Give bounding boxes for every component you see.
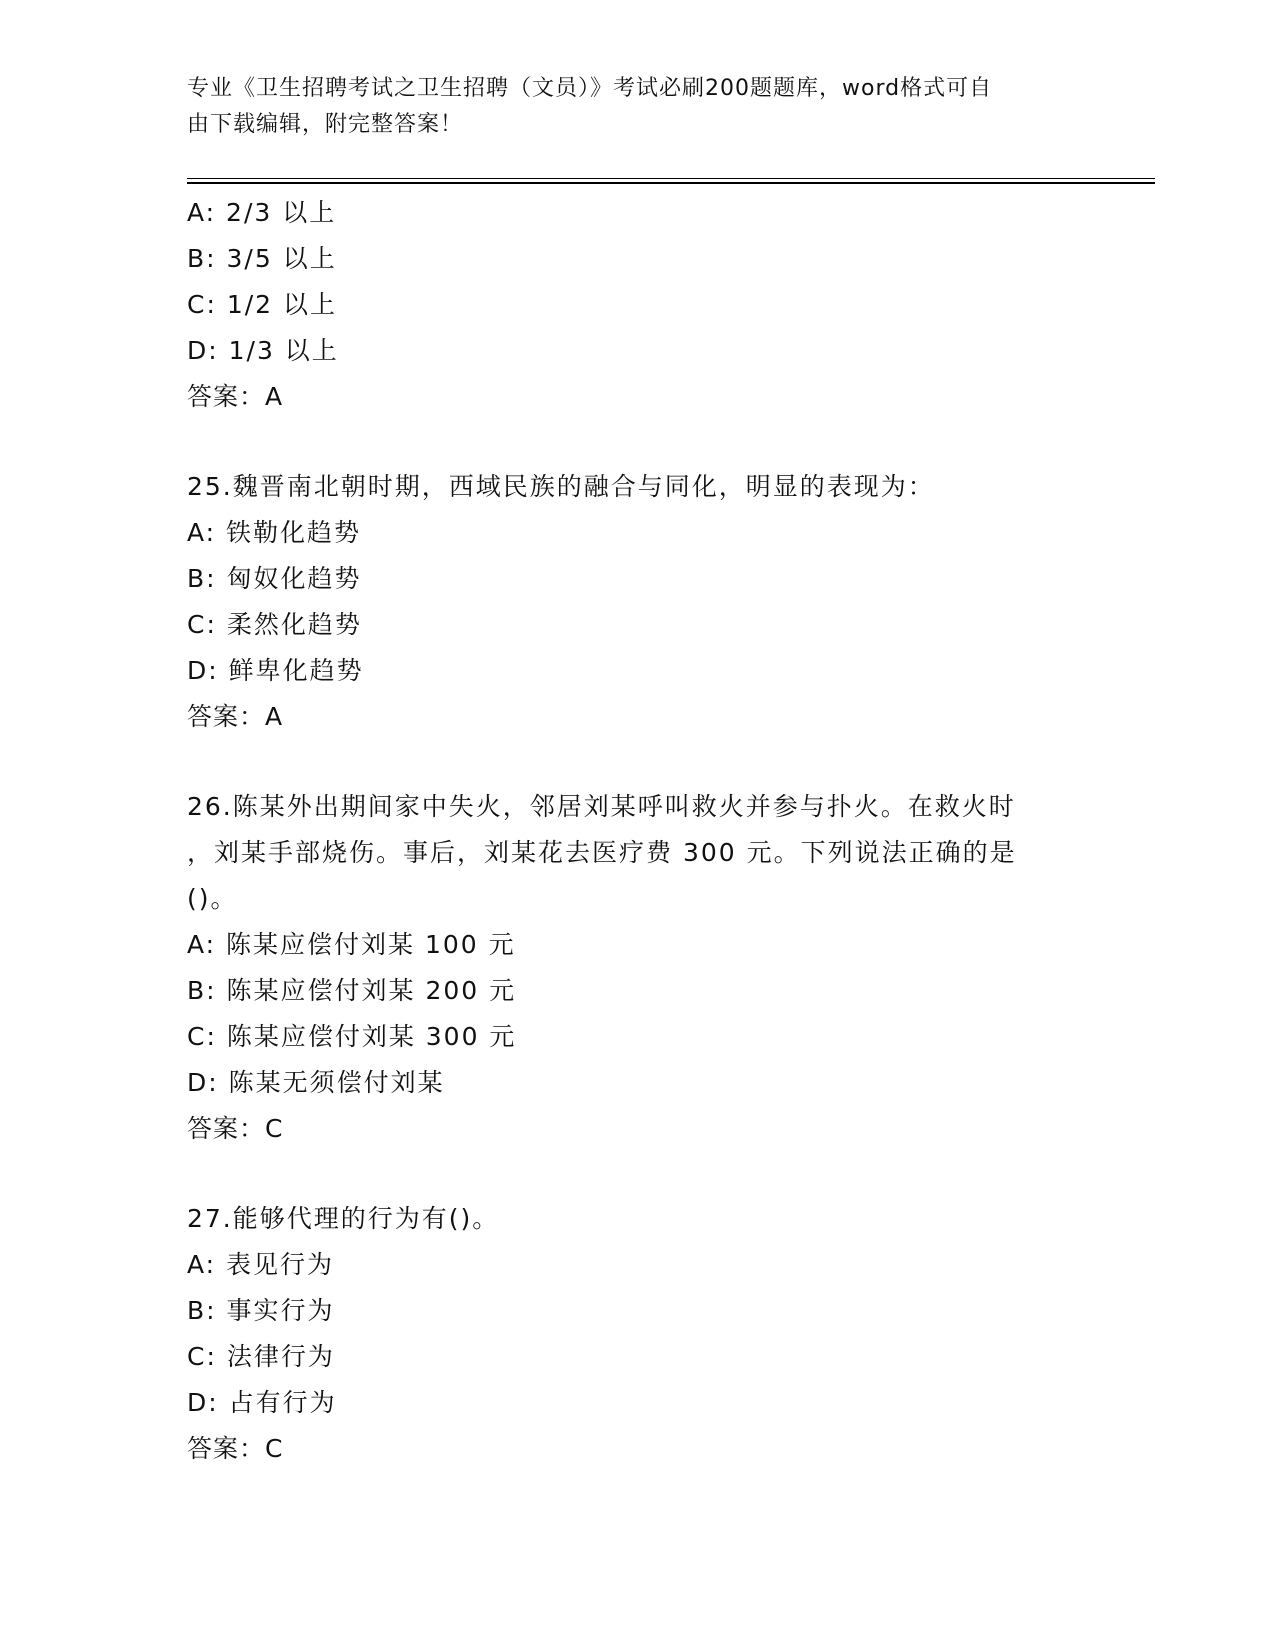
question-block-25 [187,464,1087,740]
header-line-1: 专业《卫生招聘考试之卫生招聘（文员）》考试必刷200题题库，word格式可自 [187,76,993,101]
question-block-27 [187,1196,1087,1472]
option-c: C: 法律行为 [187,1342,335,1371]
question-text-line-1: 26.陈某外出期间家中失火，邻居刘某呼叫救火并参与扑火。在救火时 [187,792,1016,821]
document-header [187,71,1067,143]
answer-line: 答案：C [187,1114,284,1143]
question-list [187,190,1087,1472]
answer-line: 答案：A [187,382,284,411]
option-c: C: 柔然化趋势 [187,610,362,639]
spacer [187,740,1087,784]
option-b: B: 匈奴化趋势 [187,564,362,593]
option-d: D: 1/3 以上 [187,336,339,365]
answer-line: 答案：A [187,702,284,731]
option-a: A: 陈某应偿付刘某 100 元 [187,930,516,959]
option-c: C: 1/2 以上 [187,290,338,319]
question-block-26 [187,784,1087,1152]
header-rule-thin [187,178,1155,179]
question-text: 27.能够代理的行为有()。 [187,1204,500,1233]
question-text-line-2: ，刘某手部烧伤。事后，刘某花去医疗费 300 元。下列说法正确的是 [187,838,1017,867]
option-d: D: 陈某无须偿付刘某 [187,1068,445,1097]
option-b: B: 事实行为 [187,1296,335,1325]
option-b: B: 陈某应偿付刘某 200 元 [187,976,517,1005]
option-a: A: 铁勒化趋势 [187,518,362,547]
question-text: 25.魏晋南北朝时期，西域民族的融合与同化，明显的表现为： [187,472,935,501]
option-d: D: 鲜卑化趋势 [187,656,364,685]
question-text-line-3: ()。 [187,884,238,913]
spacer [187,1152,1087,1196]
question-block-prev [187,190,1087,420]
option-b: B: 3/5 以上 [187,244,337,273]
option-a: A: 2/3 以上 [187,198,337,227]
option-d: D: 占有行为 [187,1388,337,1417]
spacer [187,420,1087,464]
option-c: C: 陈某应偿付刘某 300 元 [187,1022,517,1051]
header-rule-thick [187,182,1155,184]
header-line-2: 由下载编辑，附完整答案！ [187,112,464,137]
answer-line: 答案：C [187,1434,284,1463]
option-a: A: 表见行为 [187,1250,335,1279]
